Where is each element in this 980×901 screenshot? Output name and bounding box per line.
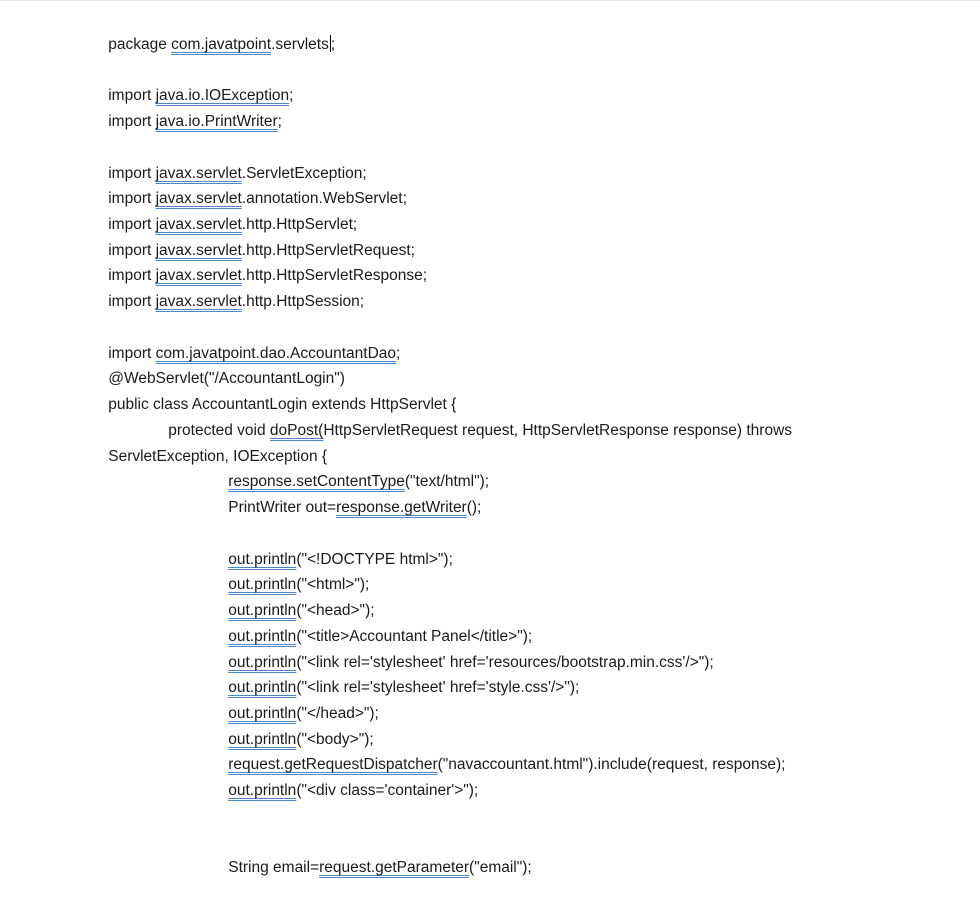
- code-text: import: [108, 87, 156, 104]
- code-line[interactable]: [211, 732, 786, 773]
- code-text: import: [108, 190, 156, 207]
- code-text: import: [108, 242, 156, 259]
- code-text: ("<html>");: [296, 576, 370, 593]
- code-line[interactable]: [91, 63, 294, 104]
- code-line[interactable]: [211, 552, 370, 593]
- code-text: com.javatpoint.dao.AccountantDao: [155, 345, 397, 362]
- code-text: .http.HttpServletResponse;: [241, 267, 428, 284]
- code-text: ("<div class='container'>");: [296, 782, 479, 799]
- code-text: ();: [466, 499, 482, 516]
- code-text: out.println: [228, 602, 297, 619]
- code-text: import: [108, 165, 156, 182]
- code-text: ("navaccountant.html").include(request, response);: [437, 756, 786, 773]
- code-text: public class AccountantLogin extends HttpServlet {: [108, 396, 457, 413]
- code-line[interactable]: [211, 527, 453, 568]
- code-line[interactable]: [211, 758, 479, 799]
- code-text: out.println: [228, 731, 297, 748]
- code-text: PrintWriter out=: [228, 499, 337, 516]
- code-text: out.println: [228, 679, 297, 696]
- code-line[interactable]: [91, 243, 428, 284]
- code-line[interactable]: [91, 12, 336, 53]
- code-text: javax.servlet: [155, 242, 242, 259]
- code-line[interactable]: [211, 475, 482, 516]
- code-text: ("<!DOCTYPE html>");: [296, 551, 453, 568]
- code-text: import: [108, 267, 156, 284]
- code-line[interactable]: [91, 141, 367, 182]
- code-text: javax.servlet: [155, 293, 242, 310]
- code-line[interactable]: [91, 424, 328, 465]
- code-text: import: [108, 293, 156, 310]
- code-text: ServletException, IOException {: [108, 448, 328, 465]
- code-line[interactable]: [91, 346, 345, 387]
- code-line[interactable]: [91, 166, 407, 207]
- code-text: .ServletException;: [241, 165, 367, 182]
- code-text: ("email");: [469, 859, 532, 876]
- code-text: ("<body>");: [296, 731, 374, 748]
- code-text: import: [108, 113, 156, 130]
- code-text: javax.servlet: [155, 216, 242, 233]
- code-text: ;: [330, 36, 336, 53]
- code-text: out.println: [228, 654, 297, 671]
- code-text: .http.HttpSession;: [241, 293, 365, 310]
- code-line[interactable]: [91, 321, 401, 362]
- code-text: ;: [277, 113, 282, 130]
- code-text: com.javatpoint: [171, 36, 272, 53]
- code-text: request.getRequestDispatcher: [228, 756, 438, 773]
- code-text: javax.servlet: [155, 267, 242, 284]
- code-text: import: [108, 345, 156, 362]
- code-text: ("<title>Accountant Panel</title>");: [296, 628, 533, 645]
- code-text: ("<link rel='stylesheet' href='resources/bootstrap.min.css'/>");: [296, 654, 714, 671]
- code-text: .annotation.WebServlet;: [241, 190, 407, 207]
- code-line[interactable]: [211, 681, 379, 722]
- code-text: doPost(: [269, 422, 324, 439]
- code-text: response.getWriter: [336, 499, 467, 516]
- code-line[interactable]: [91, 218, 415, 259]
- code-text: ("<head>");: [296, 602, 375, 619]
- code-line[interactable]: [211, 655, 580, 696]
- code-text: ;: [289, 87, 294, 104]
- code-line[interactable]: [211, 835, 532, 876]
- code-text: request.getParameter: [319, 859, 470, 876]
- code-text: package: [108, 36, 172, 53]
- code-text: @WebServlet("/AccountantLogin"): [108, 370, 345, 387]
- code-text: out.println: [228, 551, 297, 568]
- code-text: import: [108, 216, 156, 233]
- code-text: protected void: [168, 422, 270, 439]
- code-text: javax.servlet: [155, 165, 242, 182]
- code-text: out.println: [228, 705, 297, 722]
- code-line[interactable]: [211, 630, 714, 671]
- code-line[interactable]: [211, 449, 490, 490]
- code-line[interactable]: [91, 89, 282, 130]
- code-text: java.io.IOException: [155, 87, 290, 104]
- code-line[interactable]: [151, 398, 793, 439]
- code-text: .http.HttpServlet;: [241, 216, 358, 233]
- code-text: String email=: [228, 859, 320, 876]
- code-text: java.io.PrintWriter: [155, 113, 278, 130]
- code-text: ;: [396, 345, 401, 362]
- code-text: out.println: [228, 628, 297, 645]
- code-text: HttpServletRequest request, HttpServletResponse response) throws: [323, 422, 793, 439]
- code-text: ("</head>");: [296, 705, 379, 722]
- code-line[interactable]: [91, 192, 358, 233]
- code-text: .http.HttpServletRequest;: [241, 242, 415, 259]
- code-line[interactable]: [91, 269, 365, 310]
- code-text: ("<link rel='stylesheet' href='style.css'/>");: [296, 679, 580, 696]
- code-text: .servlets: [271, 36, 329, 53]
- code-line[interactable]: [211, 578, 375, 619]
- code-line[interactable]: [91, 372, 457, 413]
- code-line[interactable]: [211, 707, 374, 748]
- code-text: out.println: [228, 576, 297, 593]
- code-text: ("text/html");: [404, 473, 490, 490]
- code-line[interactable]: [211, 604, 533, 645]
- code-text: out.println: [228, 782, 297, 799]
- code-text: javax.servlet: [155, 190, 242, 207]
- code-text: response.setContentType: [228, 473, 405, 490]
